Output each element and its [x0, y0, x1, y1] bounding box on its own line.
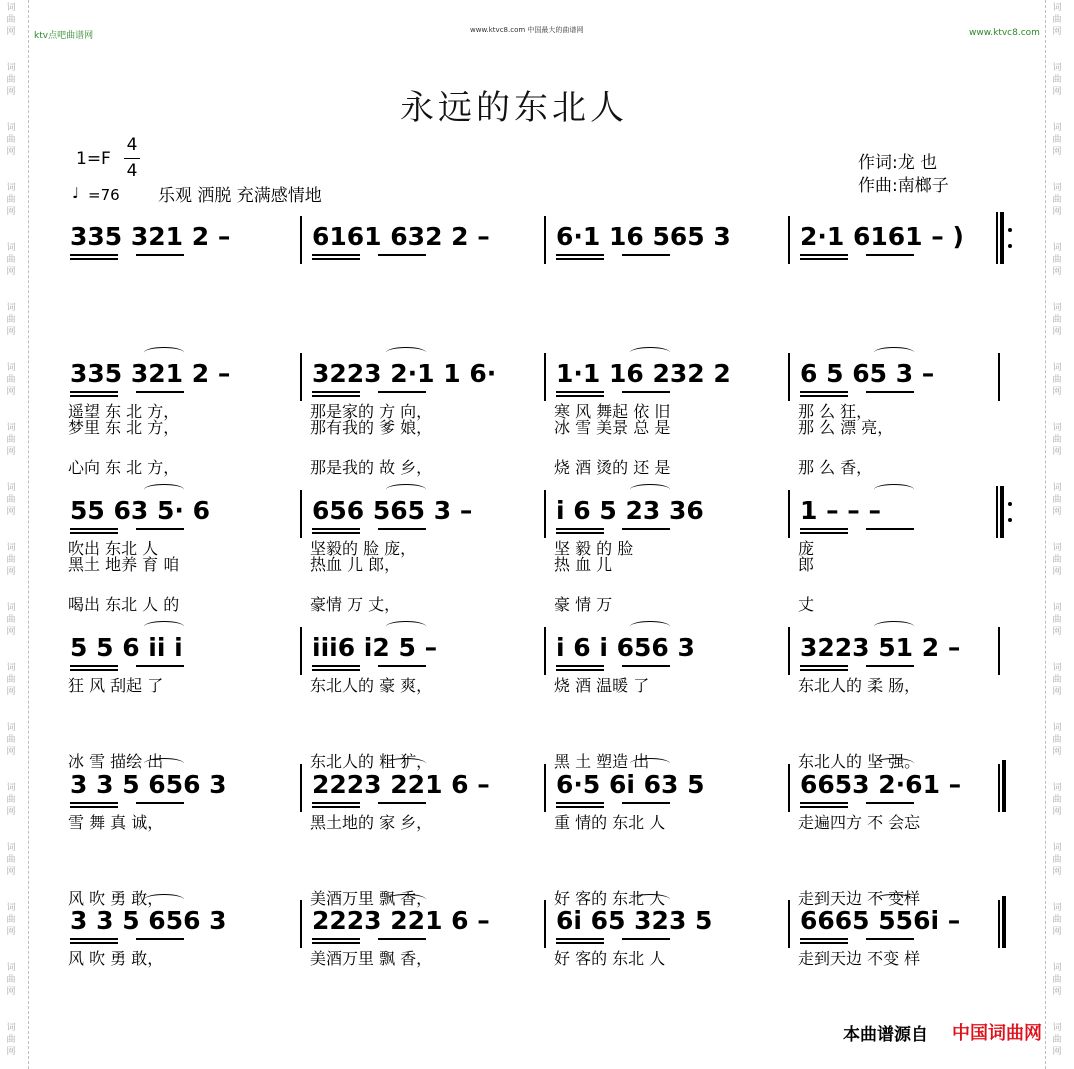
lyric-line: 那 么 香， [798, 458, 873, 477]
lyric-line: 热血 儿 郎， [310, 555, 401, 574]
watermark-mark: 词曲网 [6, 183, 16, 217]
lyric-line: 喝出 东北 人 的 [68, 595, 180, 614]
beam-line [378, 802, 426, 804]
beam-line [556, 938, 604, 940]
beam-line [70, 665, 118, 667]
tie-arc [630, 894, 670, 905]
note-group: 6 5 65 3 – [800, 359, 935, 388]
beam-line [556, 665, 604, 667]
beam-line [312, 528, 360, 530]
barline [300, 764, 302, 812]
barline [998, 627, 1000, 675]
tie-arc [144, 347, 184, 358]
time-signature-top: 4 [126, 135, 138, 155]
end-barline [1002, 896, 1006, 948]
beam-line [70, 802, 118, 804]
beam-line [70, 254, 118, 256]
tie-arc [874, 347, 914, 358]
watermark-mark: 词曲网 [6, 1023, 16, 1057]
tempo-expression: 乐观 洒脱 充满感情地 [158, 186, 322, 206]
barline [544, 490, 546, 538]
beam-line [556, 258, 604, 260]
lyricist-credit: 作词:龙 也 [858, 153, 938, 173]
beam-line [378, 528, 426, 530]
watermark-mark: 词曲网 [1052, 723, 1062, 757]
lyric-line: 冰 雪 描绘 出 [68, 752, 164, 771]
barline [544, 627, 546, 675]
tie-arc [874, 894, 914, 905]
lyric-line: 东北人的 坚 强。 [798, 752, 921, 771]
barline [300, 900, 302, 948]
watermark-mark: 词曲网 [6, 723, 16, 757]
barline [998, 900, 1000, 948]
tie-arc [874, 621, 914, 632]
tie-arc [144, 894, 184, 905]
tie-arc [630, 484, 670, 495]
beam-line [70, 806, 118, 808]
watermark-mark: 词曲网 [1052, 843, 1062, 877]
beam-line [312, 395, 360, 397]
beam-line [866, 802, 914, 804]
barline [300, 627, 302, 675]
beam-line [800, 258, 848, 260]
beam-line [800, 806, 848, 808]
lyric-line: 庞 [798, 539, 815, 558]
beam-line [312, 665, 360, 667]
watermark-mark: 词曲网 [6, 663, 16, 697]
beam-line [312, 258, 360, 260]
lyric-line: 走到天边 不变 样 [798, 949, 921, 968]
beam-line [378, 938, 426, 940]
beam-line [800, 254, 848, 256]
barline [544, 900, 546, 948]
lyric-line: 狂 风 刮起 了 [68, 676, 164, 695]
repeat-dot [1008, 244, 1012, 248]
beam-line [378, 391, 426, 393]
lyric-line: 冰 雪 美景 总 是 [554, 418, 671, 437]
beam-line [556, 669, 604, 671]
beam-line [378, 254, 426, 256]
watermark-mark: 词曲网 [6, 843, 16, 877]
repeat-barline [1000, 212, 1004, 264]
note-group: 656 565 3 – [312, 496, 473, 525]
tie-arc [630, 347, 670, 358]
lyric-line: 梦里 东 北 方， [68, 418, 180, 437]
repeat-dot [1008, 228, 1012, 232]
watermark-mark: 词曲网 [6, 243, 16, 277]
beam-line [800, 528, 848, 530]
note-group: 1·1 16 232 2 [556, 359, 731, 388]
beam-line [312, 669, 360, 671]
note-group: 1 – – – [800, 496, 882, 525]
watermark-mark: 词曲网 [1052, 243, 1062, 277]
beam-line [70, 528, 118, 530]
note-group: 6·1 16 565 3 [556, 222, 731, 251]
beam-line [800, 942, 848, 944]
lyric-line: 好 客的 东北 人 [554, 889, 666, 908]
beam-line [312, 806, 360, 808]
beam-line [622, 938, 670, 940]
beam-line [800, 669, 848, 671]
lyric-line: 美酒万里 飘 香， [310, 949, 433, 968]
tie-arc [874, 484, 914, 495]
watermark-mark: 词曲网 [1052, 3, 1062, 37]
watermark-mark: 词曲网 [6, 543, 16, 577]
lyric-line: 风 吹 勇 敢， [68, 889, 164, 908]
watermark-mark: 词曲网 [6, 363, 16, 397]
note-group: 6161 632 2 – [312, 222, 490, 251]
note-group: 6·5 6i 63 5 [556, 770, 705, 799]
beam-line [70, 938, 118, 940]
lyric-line: 那是家的 方 向， [310, 402, 433, 421]
tie-arc [386, 894, 426, 905]
tie-arc [144, 484, 184, 495]
beam-line [136, 254, 184, 256]
beam-line [70, 532, 118, 534]
beam-line [378, 665, 426, 667]
lyric-line: 东北人的 粗 犷， [310, 752, 433, 771]
note-group: 6665 556i – [800, 906, 961, 935]
watermark-mark: 词曲网 [1052, 543, 1062, 577]
left-watermark-column [0, 0, 29, 1069]
tie-arc [386, 621, 426, 632]
key-signature: 1=F [76, 149, 111, 169]
beam-line [622, 665, 670, 667]
lyric-line: 那是我的 故 乡， [310, 458, 433, 477]
lyric-line: 美酒万里 飘 香， [310, 889, 433, 908]
watermark-mark: 词曲网 [6, 903, 16, 937]
beam-line [800, 391, 848, 393]
note-group: 2223 221 6 – [312, 906, 490, 935]
watermark-mark: 词曲网 [1052, 63, 1062, 97]
lyric-line: 坚 毅 的 脸 [554, 539, 634, 558]
beam-line [556, 942, 604, 944]
note-group: 2223 221 6 – [312, 770, 490, 799]
beam-line [136, 938, 184, 940]
watermark-mark: 词曲网 [6, 303, 16, 337]
note-group: i 6 i 656 3 [556, 633, 695, 662]
barline [300, 216, 302, 264]
lyric-line: 东北人的 豪 爽， [310, 676, 433, 695]
note-group: 3 3 5 656 3 [70, 906, 227, 935]
beam-line [866, 391, 914, 393]
barline [788, 627, 790, 675]
barline [788, 490, 790, 538]
watermark-mark: 词曲网 [1052, 1023, 1062, 1057]
beam-line [866, 938, 914, 940]
right-watermark-column [1045, 0, 1074, 1069]
note-group: i 6 5 23 36 [556, 496, 704, 525]
beam-line [556, 532, 604, 534]
beam-line [312, 802, 360, 804]
note-group: 55 63 5· 6 [70, 496, 210, 525]
barline [788, 764, 790, 812]
barline [544, 216, 546, 264]
lyric-line: 黑土地的 家 乡， [310, 813, 433, 832]
beam-line [556, 395, 604, 397]
watermark-mark: 词曲网 [1052, 783, 1062, 817]
tie-arc [386, 758, 426, 769]
header-left-link[interactable]: ktv点吧曲谱网 [34, 31, 94, 41]
tempo-note-icon: ♩ [72, 184, 80, 202]
beam-line [622, 254, 670, 256]
lyric-line: 吹出 东北 人 [68, 539, 159, 558]
repeat-barline [1000, 486, 1004, 538]
time-signature-line [124, 158, 140, 159]
lyric-line: 走遍四方 不 会忘 [798, 813, 921, 832]
watermark-mark: 词曲网 [1052, 903, 1062, 937]
barline [998, 764, 1000, 812]
end-barline [1002, 760, 1006, 812]
tie-arc [386, 484, 426, 495]
beam-line [866, 254, 914, 256]
tie-arc [630, 621, 670, 632]
note-group: 3 3 5 656 3 [70, 770, 227, 799]
beam-line [136, 665, 184, 667]
barline [788, 353, 790, 401]
lyric-line: 豪情 万 丈， [310, 595, 401, 614]
song-title: 永远的东北人 [400, 88, 628, 128]
lyric-line: 烧 酒 温暖 了 [554, 676, 650, 695]
lyric-line: 寒 风 舞起 依 旧 [554, 402, 671, 421]
lyric-line: 风 吹 勇 敢， [68, 949, 164, 968]
barline [788, 216, 790, 264]
note-group: 3223 2·1 1 6· [312, 359, 497, 388]
note-group: 3223 51 2 – [800, 633, 961, 662]
beam-line [70, 669, 118, 671]
note-group: 335 321 2 – [70, 359, 231, 388]
lyric-line: 丈 [798, 595, 815, 614]
beam-line [866, 528, 914, 530]
watermark-mark: 词曲网 [1052, 663, 1062, 697]
watermark-mark: 词曲网 [6, 963, 16, 997]
beam-line [136, 391, 184, 393]
header-right-link[interactable]: www.ktvc8.com [969, 28, 1040, 38]
lyric-line: 雪 舞 真 诚， [68, 813, 164, 832]
beam-line [70, 942, 118, 944]
lyric-line: 东北人的 柔 肠， [798, 676, 921, 695]
watermark-mark: 词曲网 [1052, 483, 1062, 517]
beam-line [800, 938, 848, 940]
beam-line [136, 528, 184, 530]
beam-line [70, 258, 118, 260]
note-group: 335 321 2 – [70, 222, 231, 251]
watermark-mark: 词曲网 [6, 783, 16, 817]
beam-line [622, 391, 670, 393]
note-group: 6653 2·61 – [800, 770, 962, 799]
tie-arc [630, 758, 670, 769]
footer-source-label: 本曲谱源自 [843, 1025, 928, 1045]
watermark-mark: 词曲网 [6, 123, 16, 157]
beam-line [556, 254, 604, 256]
watermark-mark: 词曲网 [6, 3, 16, 37]
beam-line [136, 802, 184, 804]
barline [300, 490, 302, 538]
note-group: 6i 65 323 5 [556, 906, 713, 935]
time-signature-bottom: 4 [126, 161, 138, 181]
barline [788, 900, 790, 948]
watermark-mark: 词曲网 [6, 603, 16, 637]
watermark-mark: 词曲网 [6, 423, 16, 457]
watermark-mark: 词曲网 [1052, 423, 1062, 457]
watermark-mark: 词曲网 [6, 63, 16, 97]
barline [544, 764, 546, 812]
repeat-dot [1008, 502, 1012, 506]
beam-line [800, 802, 848, 804]
beam-line [556, 528, 604, 530]
lyric-line: 黑 土 塑造 出 [554, 752, 650, 771]
barline [544, 353, 546, 401]
watermark-mark: 词曲网 [1052, 603, 1062, 637]
footer-source-site[interactable]: 中国词曲网 [952, 1023, 1042, 1044]
beam-line [312, 254, 360, 256]
beam-line [312, 532, 360, 534]
barline [300, 353, 302, 401]
lyric-line: 重 情的 东北 人 [554, 813, 666, 832]
lyric-line: 坚毅的 脸 庞， [310, 539, 417, 558]
lyric-line: 好 客的 东北 人 [554, 949, 666, 968]
beam-line [556, 806, 604, 808]
lyric-line: 那 么 漂 亮， [798, 418, 894, 437]
repeat-dot [1008, 518, 1012, 522]
barline [996, 486, 998, 538]
barline [998, 353, 1000, 401]
beam-line [70, 395, 118, 397]
beam-line [312, 391, 360, 393]
tempo-value: =76 [88, 186, 120, 204]
beam-line [622, 802, 670, 804]
lyric-line: 热 血 儿 [554, 555, 613, 574]
lyric-line: 那有我的 爹 娘， [310, 418, 433, 437]
header-center-text: www.ktvc8.com 中国最大的曲谱网 [470, 26, 584, 34]
lyric-line: 走到天边 不 变样 [798, 889, 921, 908]
lyric-line: 烧 酒 烫的 还 是 [554, 458, 671, 477]
tie-arc [144, 621, 184, 632]
watermark-mark: 词曲网 [6, 483, 16, 517]
beam-line [312, 942, 360, 944]
beam-line [866, 665, 914, 667]
note-group: 5 5 6 ii i [70, 633, 183, 662]
lyric-line: 那 么 狂， [798, 402, 873, 421]
beam-line [556, 802, 604, 804]
note-group: 2·1 6161 – ) [800, 222, 964, 251]
beam-line [800, 532, 848, 534]
watermark-mark: 词曲网 [1052, 123, 1062, 157]
lyric-line: 遥望 东 北 方， [68, 402, 180, 421]
note-group: iii6 i2 5 – [312, 633, 438, 662]
watermark-mark: 词曲网 [1052, 183, 1062, 217]
watermark-mark: 词曲网 [1052, 363, 1062, 397]
lyric-line: 豪 情 万 [554, 595, 613, 614]
lyric-line: 郎 [798, 555, 815, 574]
beam-line [556, 391, 604, 393]
lyric-line: 黑土 地养 育 咱 [68, 555, 180, 574]
beam-line [622, 528, 670, 530]
barline [996, 212, 998, 264]
tie-arc [144, 758, 184, 769]
lyric-line: 心向 东 北 方， [68, 458, 180, 477]
beam-line [312, 938, 360, 940]
beam-line [70, 391, 118, 393]
beam-line [800, 395, 848, 397]
watermark-mark: 词曲网 [1052, 303, 1062, 337]
composer-credit: 作曲:南榔子 [858, 176, 949, 196]
beam-line [800, 665, 848, 667]
watermark-mark: 词曲网 [1052, 963, 1062, 997]
tie-arc [386, 347, 426, 358]
tie-arc [874, 758, 914, 769]
